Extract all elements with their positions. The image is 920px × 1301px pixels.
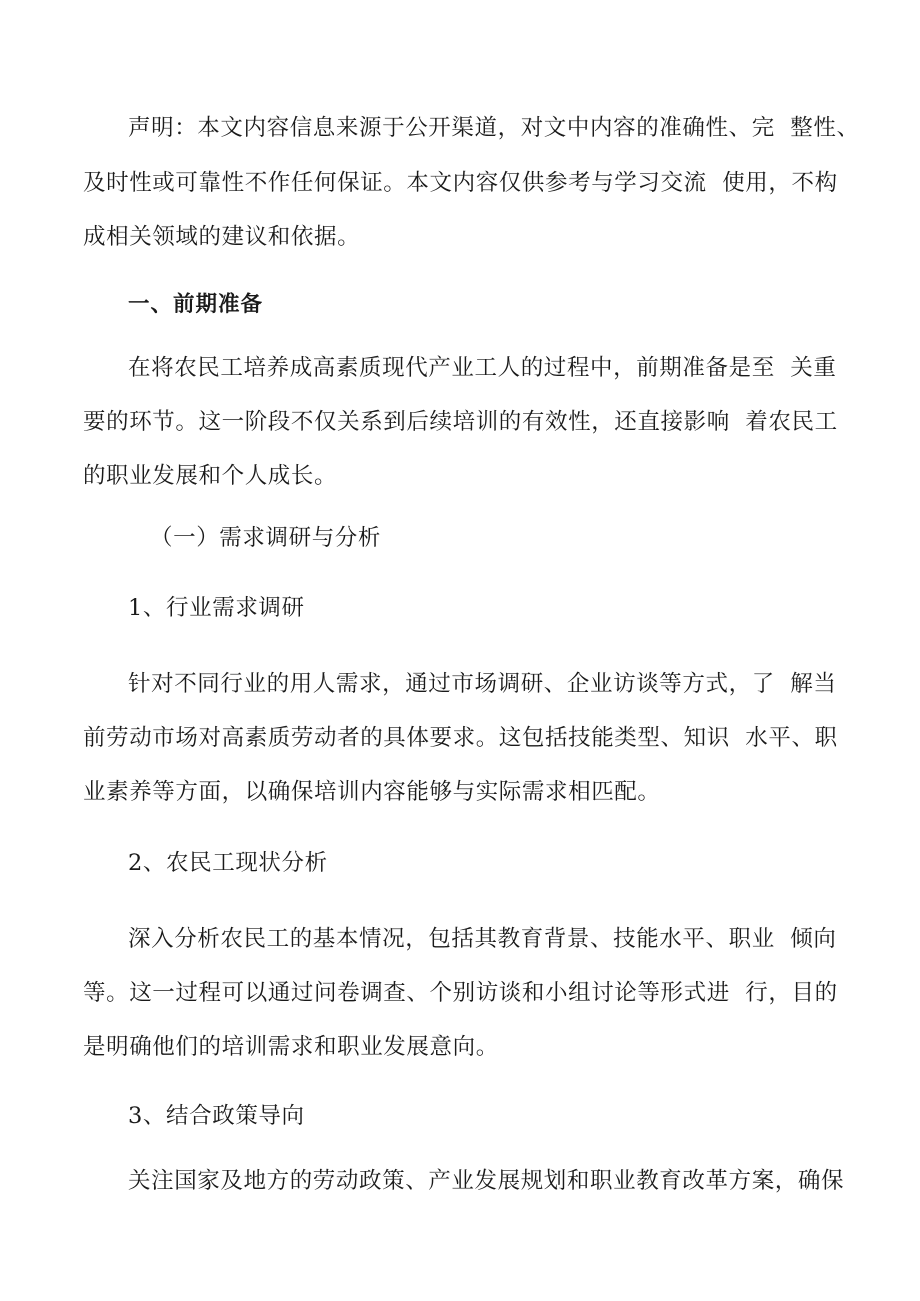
section-heading: 一、前期准备 bbox=[128, 292, 264, 317]
disclaimer-line-3: 成相关领域的建议和依据。 bbox=[83, 224, 361, 250]
item-heading-2: 2、农民工现状分析 bbox=[128, 850, 328, 876]
item-2-line-2: 等。这一过程可以通过问卷调查、个别访谈和小组讨论等形式进 行，目的 bbox=[83, 980, 838, 1006]
item-3-line-1: 关注国家及地方的劳动政策、产业发展规划和职业教育改革方案，确保 bbox=[128, 1168, 845, 1194]
item-1-line-1: 针对不同行业的用人需求，通过市场调研、企业访谈等方式，了 解当 bbox=[128, 671, 837, 697]
item-heading-3: 3、结合政策导向 bbox=[128, 1103, 305, 1129]
intro-line-3: 的职业发展和个人成长。 bbox=[83, 463, 338, 489]
item-2-line-1: 深入分析农民工的基本情况，包括其教育背景、技能水平、职业 倾向 bbox=[128, 926, 837, 952]
item-heading-1: 1、行业需求调研 bbox=[128, 595, 305, 621]
item-1-line-3: 业素养等方面，以确保培训内容能够与实际需求相匹配。 bbox=[83, 779, 661, 805]
item-1-line-2: 前劳动市场对高素质劳动者的具体要求。这包括技能类型、知识 水平、职 bbox=[83, 725, 838, 751]
subsection-heading: （一）需求调研与分析 bbox=[150, 525, 382, 551]
intro-line-2: 要的环节。这一阶段不仅关系到后续培训的有效性，还直接影响 着农民工 bbox=[83, 409, 838, 435]
disclaimer-line-1: 声明：本文内容信息来源于公开渠道，对文中内容的准确性、完 整性、 bbox=[128, 115, 860, 141]
intro-line-1: 在将农民工培养成高素质现代产业工人的过程中，前期准备是至 关重 bbox=[128, 355, 837, 381]
disclaimer-line-2: 及时性或可靠性不作任何保证。本文内容仅供参考与学习交流 使用，不构 bbox=[83, 170, 838, 196]
item-2-line-3: 是明确他们的培训需求和职业发展意向。 bbox=[83, 1034, 499, 1060]
